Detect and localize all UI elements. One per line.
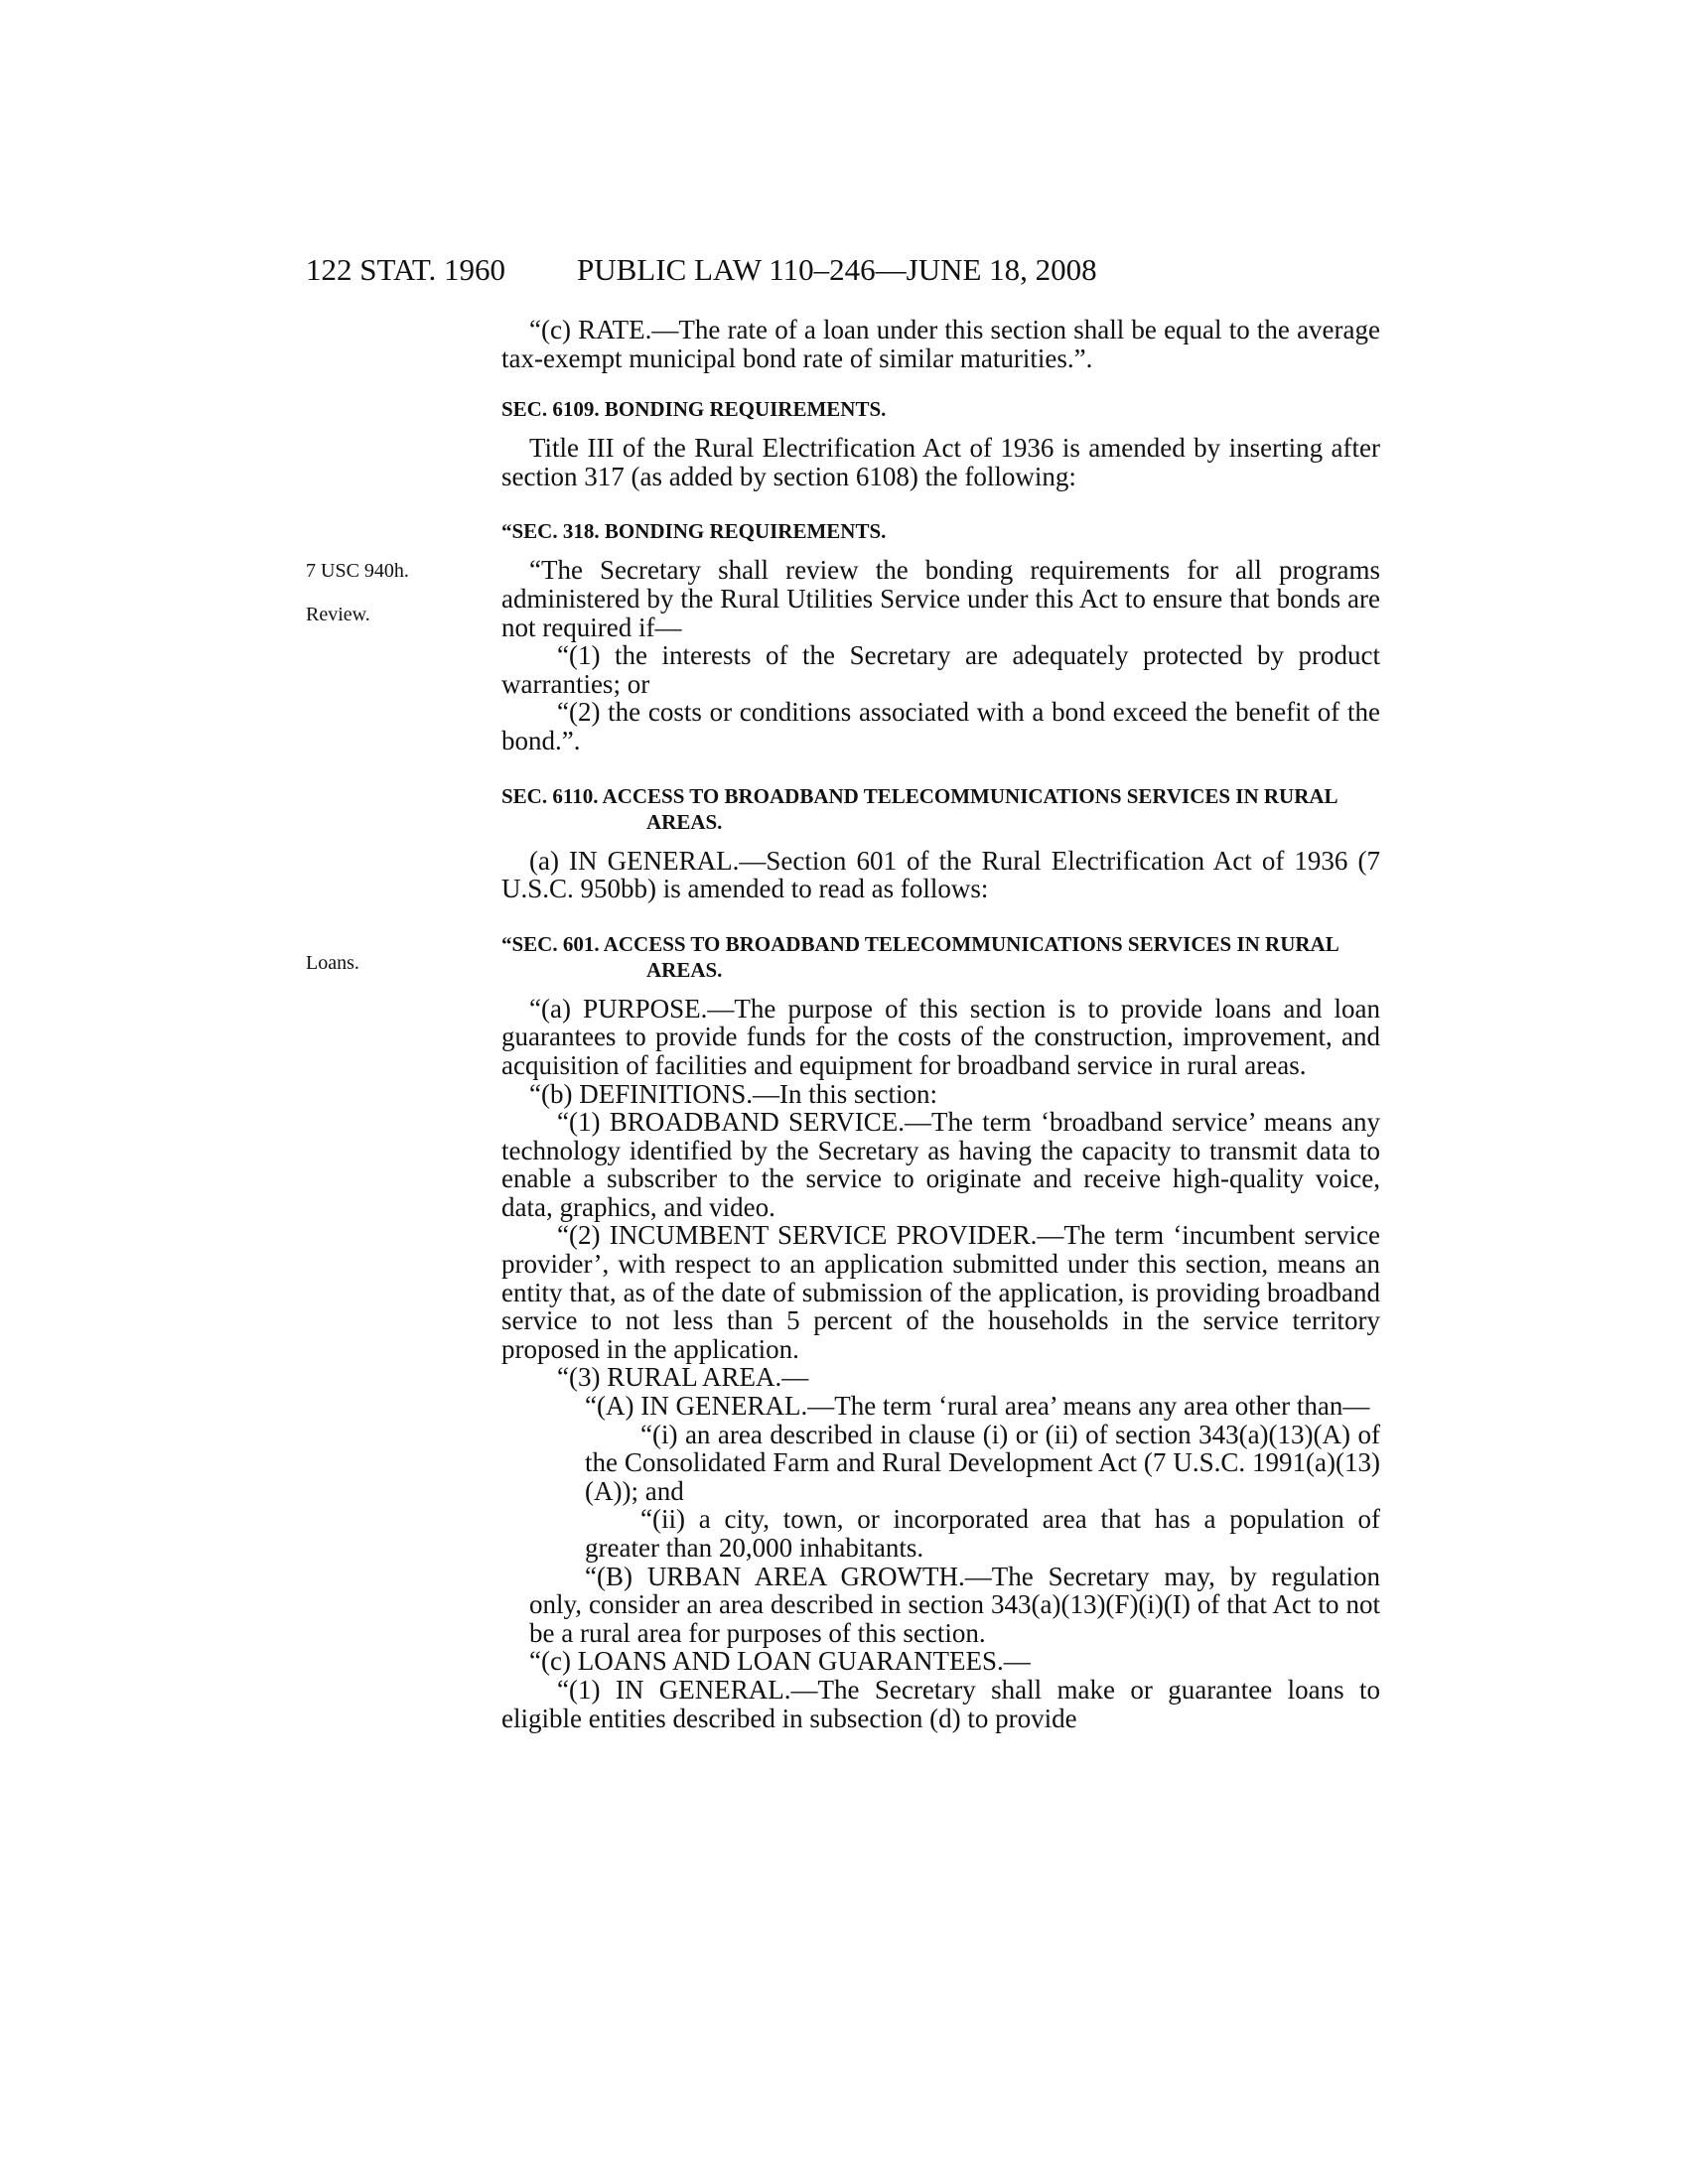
text: .—The term ‘broadband service’ means any technology identified by the Secretary as having the capacity to transmit data to enable a subscriber to the service to originate and receive high-quality voice, data, graphics, and video. bbox=[501, 1107, 1380, 1222]
text: .—The term ‘rural area’ means any area other than— bbox=[800, 1391, 1370, 1422]
rural-area-in-general bbox=[501, 1392, 1380, 1421]
label: “(c) R bbox=[529, 315, 597, 344]
text: .—The Secretary shall make or guarantee loans to eligible entities described in subsection (d) to provide bbox=[501, 1674, 1380, 1733]
heading-smallcaps: ATE bbox=[596, 315, 645, 344]
label: “(B) U bbox=[585, 1561, 667, 1591]
public-law-citation: PUBLIC LAW 110–246—JUNE 18, 2008 bbox=[577, 252, 1097, 287]
text: .—The rate of a loan under this section shall be equal to the average tax-exempt municipal bond rate of similar maturities.”. bbox=[501, 315, 1380, 373]
body-text bbox=[501, 316, 1380, 1732]
text: .—The Secretary may, by regulation only, consider an area described in section 343(a)(13)(F)(i)(I) of that Act to not be a rural area for purposes of this section. bbox=[529, 1561, 1381, 1648]
running-header bbox=[306, 250, 1383, 290]
label: (a) I bbox=[529, 845, 579, 876]
text: .— bbox=[774, 1362, 809, 1393]
margin-note-usc: 7 USC 940h. bbox=[306, 560, 409, 582]
label: L bbox=[730, 1646, 754, 1677]
margin-note-loans: Loans. bbox=[306, 952, 359, 974]
label: “(1) I bbox=[557, 1674, 625, 1705]
heading-smallcaps: URPOSE bbox=[598, 993, 701, 1024]
label: G bbox=[811, 1646, 838, 1677]
rural-area-clause-i: “(i) an area described in clause (i) or (ii) of section 343(a)(13)(A) of the Consolidated Farm and Rural Development Act (7 U.S.C. 1991(a)(13)(A)); and bbox=[585, 1419, 1380, 1506]
sec-6110-heading: SEC. 6110. ACCESS TO BROADBAND TELECOMMUNICATIONS SERVICES IN RURAL AREAS. bbox=[501, 783, 1337, 834]
sec-6110-a bbox=[501, 847, 1380, 903]
label: “(a) P bbox=[529, 993, 599, 1024]
urban-area-growth bbox=[501, 1563, 1380, 1648]
text: .—The purpose of this section is to provide loans and loan guarantees to provide funds for the costs of the construction, improvement, and acquisition of facilities and equipment for broadband service in rural areas. bbox=[501, 993, 1380, 1080]
text: .—The term ‘incumbent service provider’, with respect to an application submitted under this section, means an entity that, as of the date of submission of the application, is providing broadband service to not less than 5 percent of the households in the service territory proposed in the application. bbox=[501, 1220, 1380, 1364]
sec-318-item-2: “(2) the costs or conditions associated with a bond exceed the benefit of the bond.”. bbox=[501, 697, 1380, 755]
purpose bbox=[501, 995, 1380, 1080]
definitions bbox=[501, 1080, 1380, 1109]
rural-area-clause-ii: “(ii) a city, town, or incorporated area that has a population of greater than 20,000 inhabitants. bbox=[585, 1504, 1380, 1563]
loans-and-loan-guarantees bbox=[501, 1647, 1380, 1676]
heading-smallcaps: OANS AND bbox=[594, 1646, 731, 1677]
label: “(3) R bbox=[557, 1362, 626, 1393]
heading-smallcaps: ROADBAND SERVICE bbox=[627, 1107, 899, 1138]
heading-smallcaps: N GENERAL bbox=[649, 1391, 801, 1422]
sec-6109-text: Title III of the Rural Electrification Act of 1936 is amended by inserting after section 317 (as added by section 6108) the following: bbox=[501, 433, 1380, 491]
heading-smallcaps: N GENERAL bbox=[578, 845, 733, 876]
label: “(b) D bbox=[529, 1078, 599, 1109]
heading-smallcaps: NCUMBENT SERVICE PROVIDER bbox=[618, 1220, 1031, 1251]
sec-6109-heading: SEC. 6109. BONDING REQUIREMENTS. bbox=[501, 397, 887, 422]
stat-page-number: 122 STAT. 1960 bbox=[306, 252, 506, 287]
text: .— bbox=[996, 1646, 1031, 1677]
margin-note-review: Review. bbox=[306, 604, 370, 625]
heading-smallcaps: URAL AREA bbox=[625, 1362, 775, 1393]
loans-in-general bbox=[501, 1676, 1380, 1732]
label: “(1) B bbox=[557, 1107, 628, 1138]
heading-smallcaps: EFINITIONS bbox=[598, 1078, 747, 1109]
label: “(2) I bbox=[557, 1220, 619, 1251]
heading-smallcaps: N GENERAL bbox=[624, 1674, 784, 1705]
definition-incumbent-service-provider bbox=[501, 1221, 1380, 1363]
sec-318-item-1: “(1) the interests of the Secretary are adequately protected by product warranties; or bbox=[501, 640, 1380, 699]
sec-601-heading: “SEC. 601. ACCESS TO BROADBAND TELECOMMUNICATIONS SERVICES IN RURAL AREAS. bbox=[501, 931, 1338, 982]
label: “(A) I bbox=[585, 1391, 650, 1422]
label: “(c) L bbox=[529, 1646, 595, 1677]
heading-smallcaps: UARANTEES bbox=[837, 1646, 997, 1677]
definition-broadband-service bbox=[501, 1108, 1380, 1221]
text: .—In this section: bbox=[746, 1078, 937, 1109]
sec-318-heading: “SEC. 318. BONDING REQUIREMENTS. bbox=[501, 519, 887, 544]
sec-318-intro: “The Secretary shall review the bonding requirements for all programs administered by the Rural Utilities Service under this Act to ensure that bonds are not required if— bbox=[501, 555, 1380, 642]
heading-smallcaps: RBAN AREA GROWTH bbox=[666, 1561, 959, 1591]
heading-smallcaps: OAN bbox=[753, 1646, 812, 1677]
subsection-c-rate bbox=[501, 316, 1380, 372]
definition-rural-area bbox=[501, 1363, 1380, 1392]
text: .—Section 601 of the Rural Electrification Act of 1936 (7 U.S.C. 950bb) is amended to read as follows: bbox=[501, 845, 1380, 904]
